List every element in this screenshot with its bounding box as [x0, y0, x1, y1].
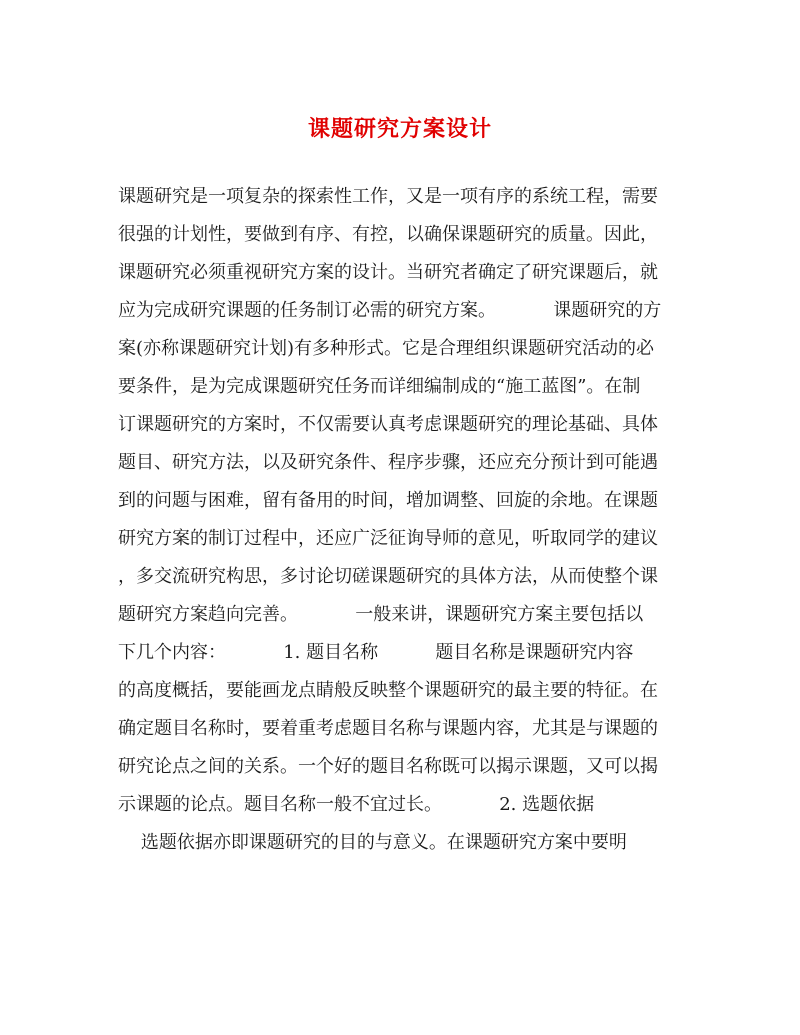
document-title: 课题研究方案设计	[307, 116, 492, 142]
body-line: 很强的计划性，要做到有序、有控，以确保课题研究的质量。因此，	[118, 224, 658, 245]
body-line: 到的问题与困难，留有备用的时间，增加调整、回旋的余地。在课题	[118, 490, 658, 511]
body-line: 选题依据亦即课题研究的目的与意义。在课题研究方案中要明	[118, 832, 627, 853]
body-line: 下几个内容： 1. 题目名称 题目名称是课题研究内容	[118, 642, 634, 663]
body-line: 的高度概括，要能画龙点睛般反映整个课题研究的最主要的特征。在	[118, 680, 658, 701]
body-line: 题研究方案趋向完善。 一般来讲，课题研究方案主要包括以	[118, 604, 644, 625]
body-line: ，多交流研究构思，多讨论切磋课题研究的具体方法，从而使整个课	[118, 566, 658, 587]
body-line: 研究论点之间的关系。一个好的题目名称既可以揭示课题，又可以揭	[118, 756, 658, 777]
document-body	[118, 178, 678, 862]
body-line: 课题研究是一项复杂的探索性工作，又是一项有序的系统工程，需要	[118, 186, 658, 207]
body-line: 题目、研究方法，以及研究条件、程序步骤，还应充分预计到可能遇	[118, 452, 658, 473]
body-line: 研究方案的制订过程中，还应广泛征询导师的意见，听取同学的建议	[118, 528, 658, 549]
body-line: 示课题的论点。题目名称一般不宜过长。 2. 选题依据	[118, 794, 595, 815]
body-line: 确定题目名称时，要着重考虑题目名称与课题内容，尤其是与课题的	[118, 718, 658, 739]
body-line: 要条件，是为完成课题研究任务而详细编制成的“施工蓝图”。在制	[118, 376, 641, 397]
body-line: 课题研究必须重视研究方案的设计。当研究者确定了研究课题后，就	[118, 262, 658, 283]
body-line: 应为完成研究课题的任务制订必需的研究方案。 课题研究的方	[118, 300, 662, 321]
body-line: 案(亦称课题研究计划)有多种形式。它是合理组织课题研究活动的必	[118, 338, 655, 359]
body-line: 订课题研究的方案时，不仅需要认真考虑课题研究的理论基础、具体	[118, 414, 658, 435]
